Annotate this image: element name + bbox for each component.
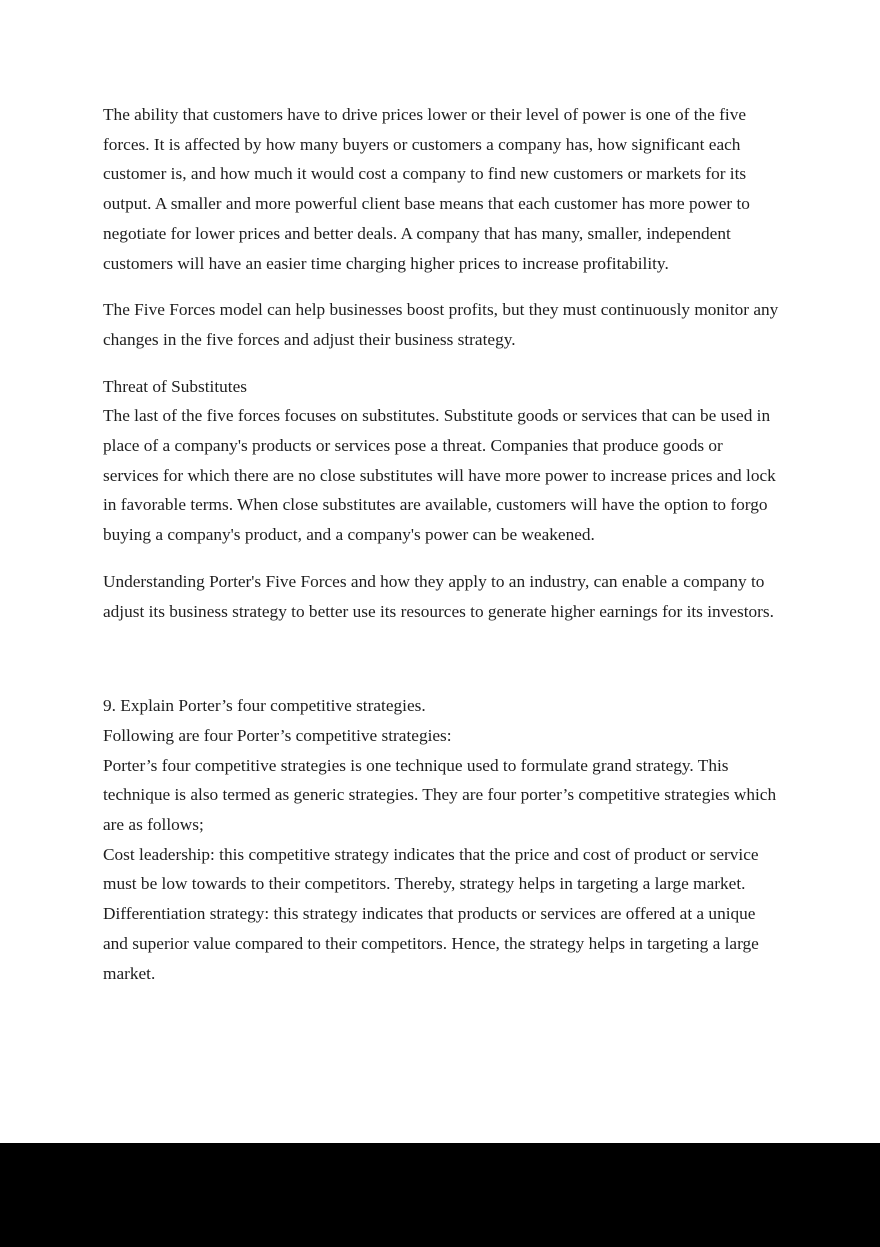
question-9-overview: Porter’s four competitive strategies is one technique used to formulate grand strategy. This technique is also termed as generic strategies. They are four porter’s competitive strategies which are as follows; [103, 755, 777, 835]
paragraph-model-monitor: The Five Forces model can help businesses boost profits, but they must continuously monitor any changes in the five forces and adjust their business strategy. [103, 300, 779, 349]
question-9-title: 9. Explain Porter’s four competitive strategies. [103, 696, 426, 716]
paragraph-threat-of-substitutes: The last of the five forces focuses on substitutes. Substitute goods or services that can be used in place of a company's products or services pose a threat. Companies that produce goods or services for which there are no close substitutes will have more power to increase prices and lock in favorable terms. When close substitutes are available, customers will have the option to forgo buying a company's product, and a company's power can be weakened. [103, 406, 776, 545]
question-9-intro: Following are four Porter’s competitive strategies: [103, 725, 452, 745]
paragraph-understanding-porters: Understanding Porter's Five Forces and how they apply to an industry, can enable a company to adjust its business strategy to better use its resources to generate higher earnings for its investors. [103, 571, 774, 621]
question-9-differentiation: Differentiation strategy: this strategy indicates that products or services are offered at a unique and superior value compared to their competitors. Hence, the strategy helps in targeting a large market. [103, 904, 759, 983]
document-content [103, 100, 781, 988]
question-9-cost-leadership: Cost leadership: this competitive strategy indicates that the price and cost of product or service must be low towards to their competitors. Thereby, strategy helps in targeting a large market. [103, 844, 759, 894]
paragraph-buyer-power: The ability that customers have to drive prices lower or their level of power is one of the five forces. It is affected by how many buyers or customers a company has, how significant each customer is, and how much it would cost a company to find new customers or markets for its output. A smaller and more powerful client base means that each customer has more power to negotiate for lower prices and better deals. A company that has many, smaller, independent customers will have an easier time charging higher prices to increase profitability. [103, 105, 750, 273]
bottom-black-bar [0, 1143, 880, 1247]
heading-threat-of-substitutes: Threat of Substitutes [103, 376, 247, 396]
question-9-section [103, 691, 781, 988]
